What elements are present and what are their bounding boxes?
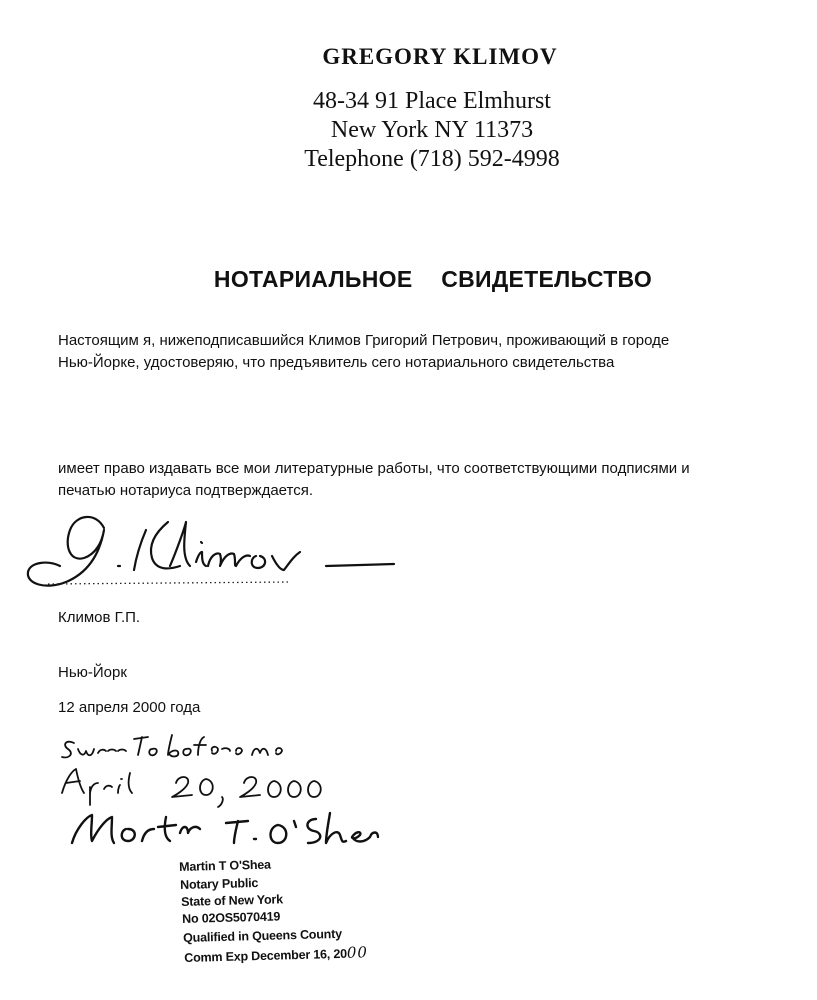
notary-stamp-number: No 02OS5070419	[182, 909, 281, 926]
notary-stamp-expiry-year-handwritten: 00	[346, 943, 369, 962]
letterhead-name: GREGORY KLIMOV	[322, 44, 558, 69]
notary-stamp-state: State of New York	[181, 892, 284, 909]
signer-name: Климов Г.П.	[58, 609, 141, 626]
author-signature	[0, 500, 420, 610]
notary-stamp-title: Notary Public	[180, 875, 259, 892]
paragraph-2-line-1: имеет право издавать все мои литературные работы, что соответствующими подписями и	[58, 460, 690, 477]
letterhead-address-line-1: 48-34 91 Place Elmhurst	[313, 88, 551, 114]
letterhead-telephone: Telephone (718) 592-4998	[304, 146, 560, 172]
paragraph-1-line-1: Настоящим я, нижеподписавшийся Климов Григорий Петрович, проживающий в городе	[58, 332, 670, 349]
paragraph-1-line-2: Нью-Йорке, удостоверяю, что предъявитель сего нотариального свидетельства	[58, 354, 615, 371]
notary-handwriting	[0, 725, 420, 860]
document-date: 12 апреля 2000 года	[58, 699, 201, 716]
notary-stamp-name: Martin T O'Shea	[179, 857, 271, 874]
notary-stamp-county: Qualified in Queens County	[183, 926, 343, 945]
city: Нью-Йорк	[58, 664, 127, 681]
notary-stamp-expiry-text: Comm Exp December 16, 20	[184, 946, 348, 965]
paragraph-2-line-2: печатью нотариуса подтверждается.	[58, 482, 314, 499]
notary-stamp-expiry	[184, 943, 368, 966]
letterhead-address-line-2: New York NY 11373	[330, 117, 534, 143]
document-title: НОТАРИАЛЬНОЕ СВИДЕТЕЛЬСТВО	[213, 266, 653, 292]
